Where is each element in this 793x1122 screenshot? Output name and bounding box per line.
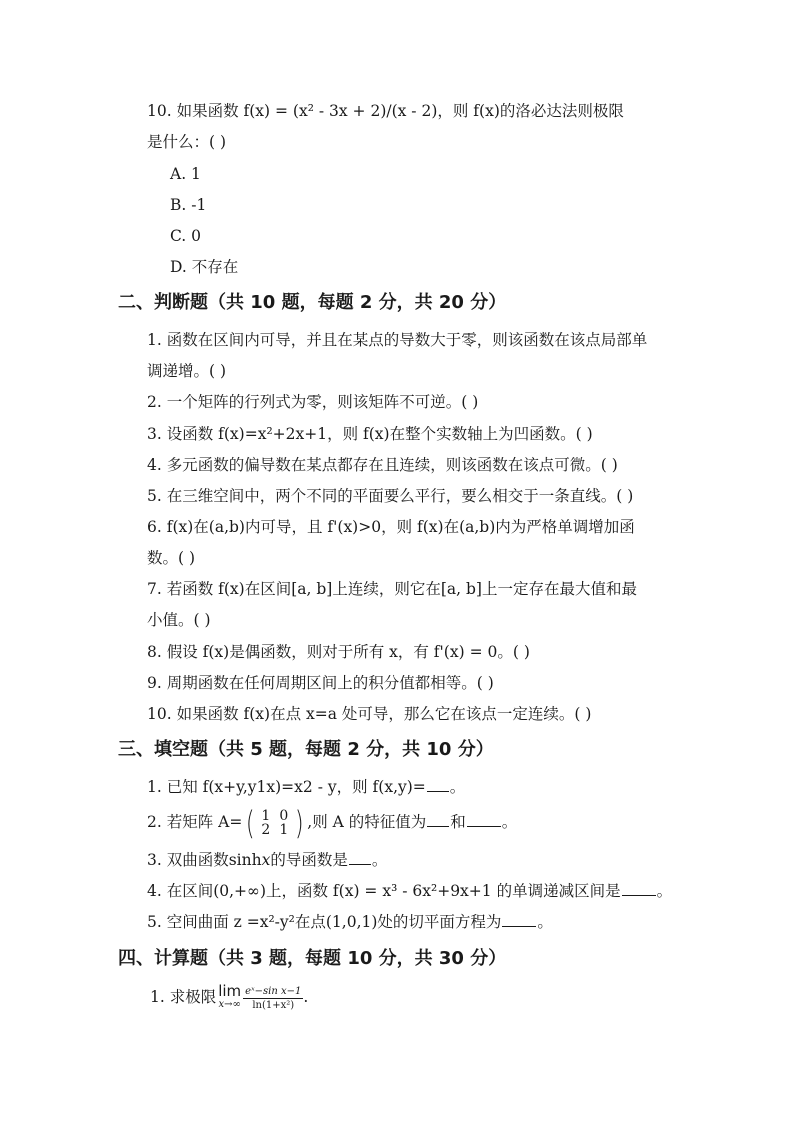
q10-option-d: D. 不存在	[170, 258, 239, 276]
s3-q5-text: 5. 空间曲面 z =x²-y²在点(1,0,1)处的切平面方程为	[147, 913, 502, 931]
s3-q2-blank2	[467, 811, 501, 827]
s4-q1	[150, 984, 308, 1012]
s2-line-7: 数。( )	[147, 549, 196, 567]
limit-word: lim	[218, 982, 242, 1000]
s2-line-8: 7. 若函数 f(x)在区间[a, b]上连续，则它在[a, b]上一定存在最大值和最	[147, 580, 637, 598]
s3-q4-text: 4. 在区间(0,+∞)上，函数 f(x) = x³ - 6x²+9x+1 的单调递减区间是	[147, 882, 621, 900]
fraction-numerator: eˣ−sin x−1	[245, 985, 302, 997]
limit-operator	[218, 984, 241, 1012]
matrix-a	[244, 804, 305, 842]
s2-line-3: 3. 设函数 f(x)=x²+2x+1，则 f(x)在整个实数轴上为凹函数。( )	[147, 425, 593, 443]
s3-q2-end: 。	[501, 813, 518, 831]
s3-q2-and: 和	[450, 813, 466, 831]
q10-line1: 10. 如果函数 f(x) = (x² - 3x + 2)/(x - 2)，则 f(x)的洛必达法则极限	[147, 102, 624, 120]
section2-title: 二、判断题（共 10 题，每题 2 分，共 20 分）	[118, 292, 507, 313]
s2-line-11: 9. 周期函数在任何周期区间上的积分值都相等。( )	[147, 674, 494, 692]
s3-q3-var: x	[261, 851, 271, 869]
matrix-cell: 1	[279, 822, 289, 838]
q10-option-a: A. 1	[170, 165, 201, 183]
s3-q5-blank	[502, 911, 536, 927]
matrix-cell: 0	[279, 808, 289, 824]
s3-q3-end: 。	[371, 851, 388, 869]
s3-q2	[147, 804, 518, 842]
s2-line-12: 10. 如果函数 f(x)在点 x=a 处可导，那么它在该点一定连续。( )	[147, 705, 592, 723]
s3-q2-blank1	[427, 811, 449, 827]
s2-line-4: 4. 多元函数的偏导数在某点都存在且连续，则该函数在该点可微。( )	[147, 456, 618, 474]
s3-q3-suffix: 的导函数是	[270, 851, 348, 869]
s3-q3	[147, 849, 387, 871]
matrix-cell: 1	[261, 808, 271, 824]
s3-q4	[147, 880, 672, 902]
s3-q1	[147, 776, 465, 798]
s3-q5	[147, 911, 553, 933]
s3-q3-blank	[349, 849, 371, 865]
matrix-right-paren: )	[294, 804, 304, 842]
s3-q4-end: 。	[656, 882, 673, 900]
s4-q1-prefix: 1. 求极限	[150, 988, 217, 1006]
matrix-grid	[257, 809, 293, 837]
matrix-cell: 2	[261, 822, 271, 838]
s3-q1-text: 1. 已知 f(x+y,y1x)=x2 - y，则 f(x,y)=	[147, 778, 426, 796]
s2-line-0: 1. 函数在区间内可导，并且在某点的导数大于零，则该函数在该点局部单	[147, 331, 648, 349]
s3-q1-blank	[427, 776, 449, 792]
s2-line-9: 小值。( )	[147, 611, 211, 629]
q10-option-b: B. -1	[170, 196, 207, 214]
s2-line-6: 6. f(x)在(a,b)内可导，且 f'(x)>0，则 f(x)在(a,b)内为严格单调增加函	[147, 518, 635, 536]
s3-q2-mid: ,则 A 的特征值为	[307, 813, 427, 831]
s3-q5-end: 。	[537, 913, 553, 931]
s3-q3-prefix: 3. 双曲函数	[147, 851, 229, 869]
s3-q2-prefix: 2. 若矩阵 A=	[147, 813, 243, 831]
q10-option-c: C. 0	[170, 227, 202, 245]
limit-fraction	[243, 985, 303, 1012]
s3-q3-fn: sinh	[228, 851, 262, 869]
s3-q1-end: 。	[449, 778, 466, 796]
s2-line-10: 8. 假设 f(x)是偶函数，则对于所有 x，有 f'(x) = 0。( )	[147, 643, 530, 661]
s2-line-2: 2. 一个矩阵的行列式为零，则该矩阵不可逆。( )	[147, 393, 479, 411]
limit-subscript: x→∞	[218, 999, 241, 1010]
s3-q4-blank	[622, 880, 656, 896]
section3-title: 三、填空题（共 5 题，每题 2 分，共 10 分）	[118, 739, 494, 760]
fraction-denominator: ln(1+x²)	[252, 999, 295, 1011]
s4-q1-end: .	[303, 988, 309, 1006]
q10-line2: 是什么：( )	[147, 133, 227, 151]
s2-line-5: 5. 在三维空间中，两个不同的平面要么平行，要么相交于一条直线。( )	[147, 487, 634, 505]
matrix-left-paren: (	[246, 804, 255, 842]
s2-line-1: 调递增。( )	[147, 362, 227, 380]
section4-title: 四、计算题（共 3 题，每题 10 分，共 30 分）	[118, 948, 507, 969]
